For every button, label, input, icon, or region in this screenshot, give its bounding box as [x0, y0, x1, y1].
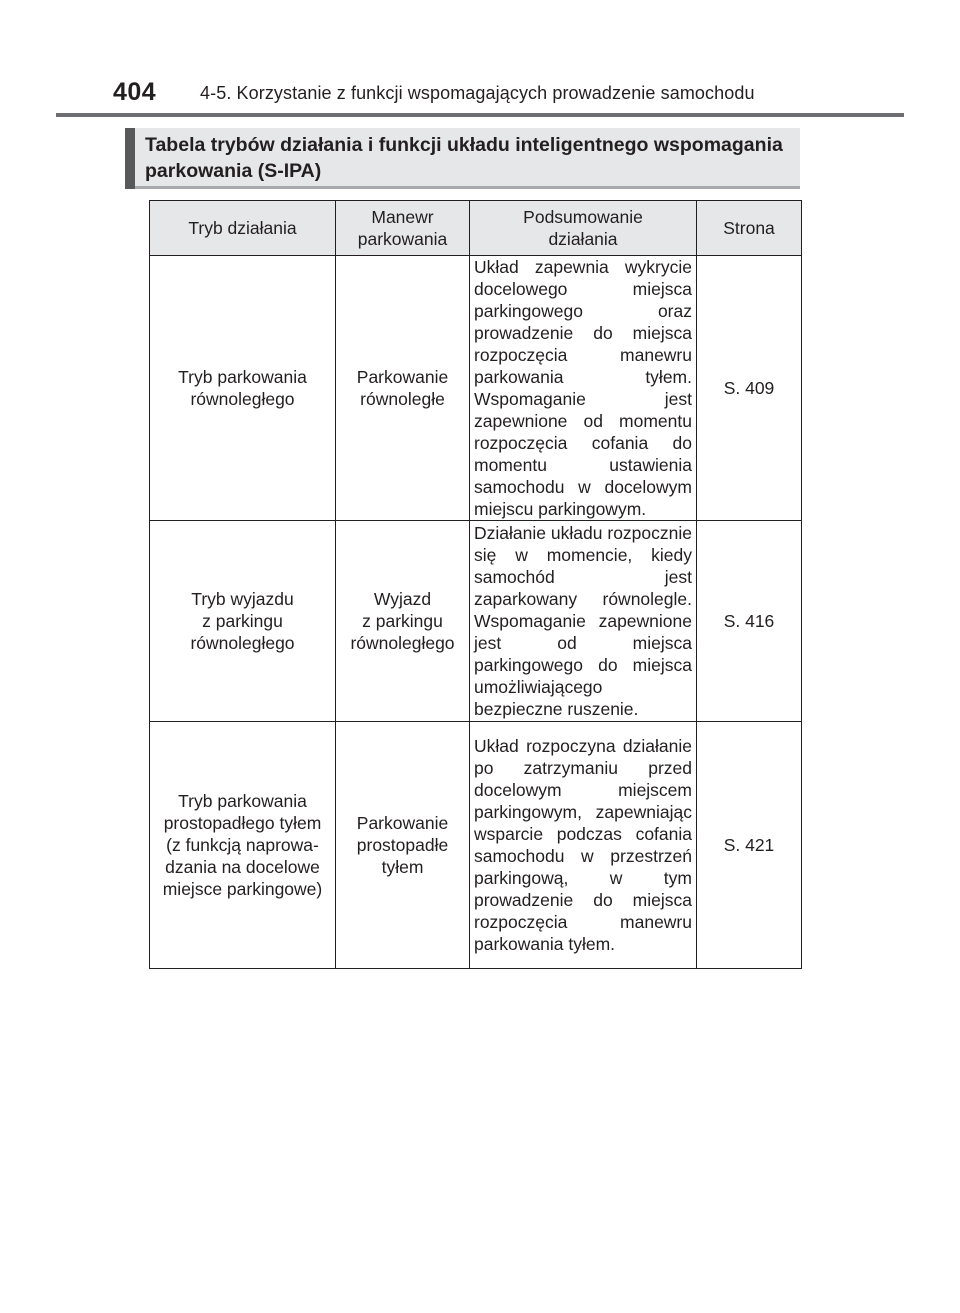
cell-mode: Tryb parkowania prostopadłego tyłem (z funkcją naprowa- dzania na docelowe miejsce parkingowe)	[150, 722, 336, 969]
cell-summary: Układ rozpoczyna działanie po zatrzymaniu przed docelowym miejscem parkingowym, zapewniając wsparcie podczas cofania samochodu w przestrzeń parkingową, w tym prowadzenie do miejsca rozpoczęcia manewru parkowania tyłem.	[470, 722, 697, 969]
section-title: Tabela trybów działania i funkcji układu inteligentnego wspomagania parkowania (S-IPA)	[145, 134, 783, 182]
table-row	[150, 256, 802, 521]
cell-maneuver: Wyjazd z parkingu równoległego	[336, 521, 470, 722]
header-maneuver: Manewr parkowania	[336, 201, 470, 256]
page-number: 404	[113, 78, 157, 106]
cell-page: S. 409	[697, 256, 802, 521]
table-row	[150, 521, 802, 722]
section-heading-bar	[125, 128, 135, 189]
cell-summary: Układ zapewnia wykrycie docelowego miejsca parkingowego oraz prowadzenie do miejsca rozpoczęcia manewru parkowania tyłem. Wspomaganie jest zapewnione od momentu rozpoczęcia cofania do momentu ustawienia samochodu w docelowym miejscu parkingowym.	[470, 256, 697, 521]
table-row	[150, 722, 802, 969]
header-page: Strona	[697, 201, 802, 256]
cell-summary: Działanie układu rozpocznie się w momencie, kiedy samochód jest zaparkowany równolegle. Wspomaganie zapewnione jest od miejsca parkingowego do miejsca umożliwiającego bezpieczne ruszenie.	[470, 521, 697, 722]
cell-mode: Tryb parkowania równoległego	[150, 256, 336, 521]
cell-page: S. 416	[697, 521, 802, 722]
header-divider	[56, 113, 904, 117]
header-summary: Podsumowanie działania	[470, 201, 697, 256]
header-mode: Tryb działania	[150, 201, 336, 256]
cell-maneuver: Parkowanie równoległe	[336, 256, 470, 521]
table-header-row	[150, 201, 802, 256]
cell-maneuver: Parkowanie prostopadłe tyłem	[336, 722, 470, 969]
cell-mode: Tryb wyjazdu z parkingu równoległego	[150, 521, 336, 722]
modes-table	[149, 200, 802, 969]
cell-page: S. 421	[697, 722, 802, 969]
chapter-title: 4-5. Korzystanie z funkcji wspomagających prowadzenie samochodu	[200, 83, 755, 103]
section-heading-box	[125, 128, 800, 189]
